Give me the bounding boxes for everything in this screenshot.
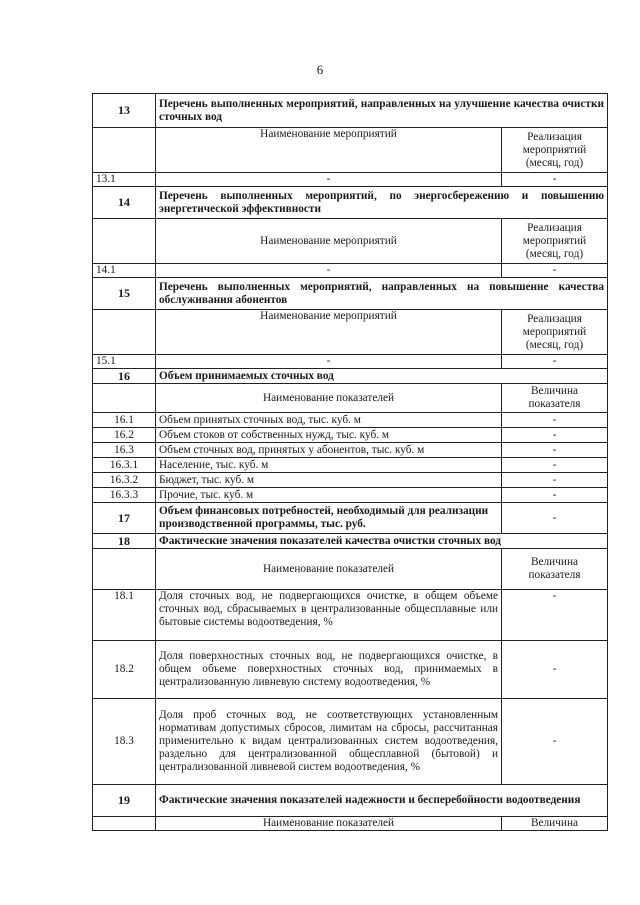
row-name: Объем стоков от собственных нужд, тыс. куб. м bbox=[156, 428, 502, 443]
empty-cell bbox=[93, 817, 156, 831]
column-header-name: Наименование мероприятий bbox=[156, 219, 502, 264]
row-value: - bbox=[502, 458, 608, 473]
row-number: 18.2 bbox=[93, 641, 156, 699]
table-row bbox=[93, 264, 608, 278]
row-number: 16.2 bbox=[93, 428, 156, 443]
section-title: Фактические значения показателей надежности и бесперебойности водоотведения bbox=[156, 785, 608, 817]
section-13-header bbox=[93, 94, 608, 128]
section-15-columns bbox=[93, 310, 608, 355]
row-number: 16.3.1 bbox=[93, 458, 156, 473]
section-16-header bbox=[93, 369, 608, 384]
column-header-value: Величина показателя bbox=[502, 549, 608, 590]
section-title: Перечень выполненных мероприятий, по энергосбережению и повышению энергетической эффективности bbox=[156, 187, 608, 219]
row-value: - bbox=[502, 641, 608, 699]
empty-cell bbox=[93, 310, 156, 355]
row-name: Доля сточных вод, не подвергающихся очистке, в общем объеме сточных вод, сбрасываемых в централизованные общесплавные или бытовые системы водоотведения, % bbox=[156, 590, 502, 641]
row-name: Бюджет, тыс. куб. м bbox=[156, 473, 502, 488]
section-17 bbox=[93, 503, 608, 534]
row-name: Объем принятых сточных вод, тыс. куб. м bbox=[156, 413, 502, 428]
row-name: Доля поверхностных сточных вод, не подвергающихся очистке, в общем объеме поверхностных сточных вод, принимаемых в централизованную ливневую систему водоотведения, % bbox=[156, 641, 502, 699]
row-value: - bbox=[502, 443, 608, 458]
column-header-name: Наименование мероприятий bbox=[156, 128, 502, 173]
row-number: 15.1 bbox=[93, 355, 156, 369]
row-number: 18.1 bbox=[93, 590, 156, 641]
table-row bbox=[93, 473, 608, 488]
row-number: 16.3 bbox=[93, 443, 156, 458]
row-name: - bbox=[156, 264, 502, 278]
column-header-implementation: Реализация мероприятий (месяц, год) bbox=[502, 310, 608, 355]
section-number: 16 bbox=[93, 369, 156, 384]
section-title: Фактические значения показателей качества очистки сточных вод bbox=[156, 534, 608, 549]
column-header-name: Наименование показателей bbox=[156, 384, 502, 413]
column-header-name: Наименование показателей bbox=[156, 549, 502, 590]
row-number: 16.3.2 bbox=[93, 473, 156, 488]
section-number: 19 bbox=[93, 785, 156, 817]
section-19-header bbox=[93, 785, 608, 817]
section-16-columns bbox=[93, 384, 608, 413]
section-18-columns bbox=[93, 549, 608, 590]
section-14-header bbox=[93, 187, 608, 219]
row-value: - bbox=[502, 488, 608, 503]
row-value: - bbox=[502, 590, 608, 641]
row-name: Объем сточных вод, принятых у абонентов, тыс. куб. м bbox=[156, 443, 502, 458]
column-header-value: Величина показателя bbox=[502, 384, 608, 413]
document-table bbox=[92, 93, 608, 831]
table-row bbox=[93, 173, 608, 187]
row-number: 16.3.3 bbox=[93, 488, 156, 503]
row-value: - bbox=[502, 355, 608, 369]
column-header-value: Величина bbox=[502, 817, 608, 831]
section-number: 13 bbox=[93, 94, 156, 128]
page-number: 6 bbox=[316, 62, 324, 77]
table-row bbox=[93, 641, 608, 699]
section-19-columns bbox=[93, 817, 608, 831]
column-header-name: Наименование показателей bbox=[156, 817, 502, 831]
section-title: Объем принимаемых сточных вод bbox=[156, 369, 608, 384]
table-row bbox=[93, 458, 608, 473]
table-row bbox=[93, 590, 608, 641]
row-value: - bbox=[502, 173, 608, 187]
empty-cell bbox=[93, 549, 156, 590]
row-number: 16.1 bbox=[93, 413, 156, 428]
row-name: Население, тыс. куб. м bbox=[156, 458, 502, 473]
section-number: 18 bbox=[93, 534, 156, 549]
empty-cell bbox=[93, 128, 156, 173]
section-13-columns bbox=[93, 128, 608, 173]
row-name: Прочие, тыс. куб. м bbox=[156, 488, 502, 503]
row-value: - bbox=[502, 264, 608, 278]
section-number: 15 bbox=[93, 278, 156, 310]
row-name: - bbox=[156, 355, 502, 369]
column-header-implementation: Реализация мероприятий (месяц, год) bbox=[502, 128, 608, 173]
table-row bbox=[93, 488, 608, 503]
empty-cell bbox=[93, 384, 156, 413]
row-value: - bbox=[502, 413, 608, 428]
row-name: Доля проб сточных вод, не соответствующих установленным нормативам допустимых сбросов, лимитам на сбросы, рассчитанная применительно к видам централизованных систем водоотведения, раздельно для централизованной общесплавной (бытовой) и централизованной ливневой систем водоотведения, % bbox=[156, 699, 502, 785]
section-number: 17 bbox=[93, 503, 156, 534]
row-value: - bbox=[502, 699, 608, 785]
column-header-implementation: Реализация мероприятий (месяц, год) bbox=[502, 219, 608, 264]
table-row bbox=[93, 355, 608, 369]
section-18-header bbox=[93, 534, 608, 549]
row-value: - bbox=[502, 503, 608, 534]
empty-cell bbox=[93, 219, 156, 264]
table-row bbox=[93, 443, 608, 458]
row-value: - bbox=[502, 428, 608, 443]
section-14-columns bbox=[93, 219, 608, 264]
row-name: - bbox=[156, 173, 502, 187]
row-number: 18.3 bbox=[93, 699, 156, 785]
section-number: 14 bbox=[93, 187, 156, 219]
section-title: Перечень выполненных мероприятий, направленных на повышение качества обслуживания абонентов bbox=[156, 278, 608, 310]
row-number: 14.1 bbox=[93, 264, 156, 278]
section-title: Перечень выполненных мероприятий, направленных на улучшение качества очистки сточных вод bbox=[156, 94, 608, 128]
table-row bbox=[93, 699, 608, 785]
table-row bbox=[93, 413, 608, 428]
table-row bbox=[93, 428, 608, 443]
row-value: - bbox=[502, 473, 608, 488]
column-header-name: Наименование мероприятий bbox=[156, 310, 502, 355]
section-15-header bbox=[93, 278, 608, 310]
section-title: Объем финансовых потребностей, необходимый для реализации производственной программы, тыс. руб. bbox=[156, 503, 502, 534]
row-number: 13.1 bbox=[93, 173, 156, 187]
